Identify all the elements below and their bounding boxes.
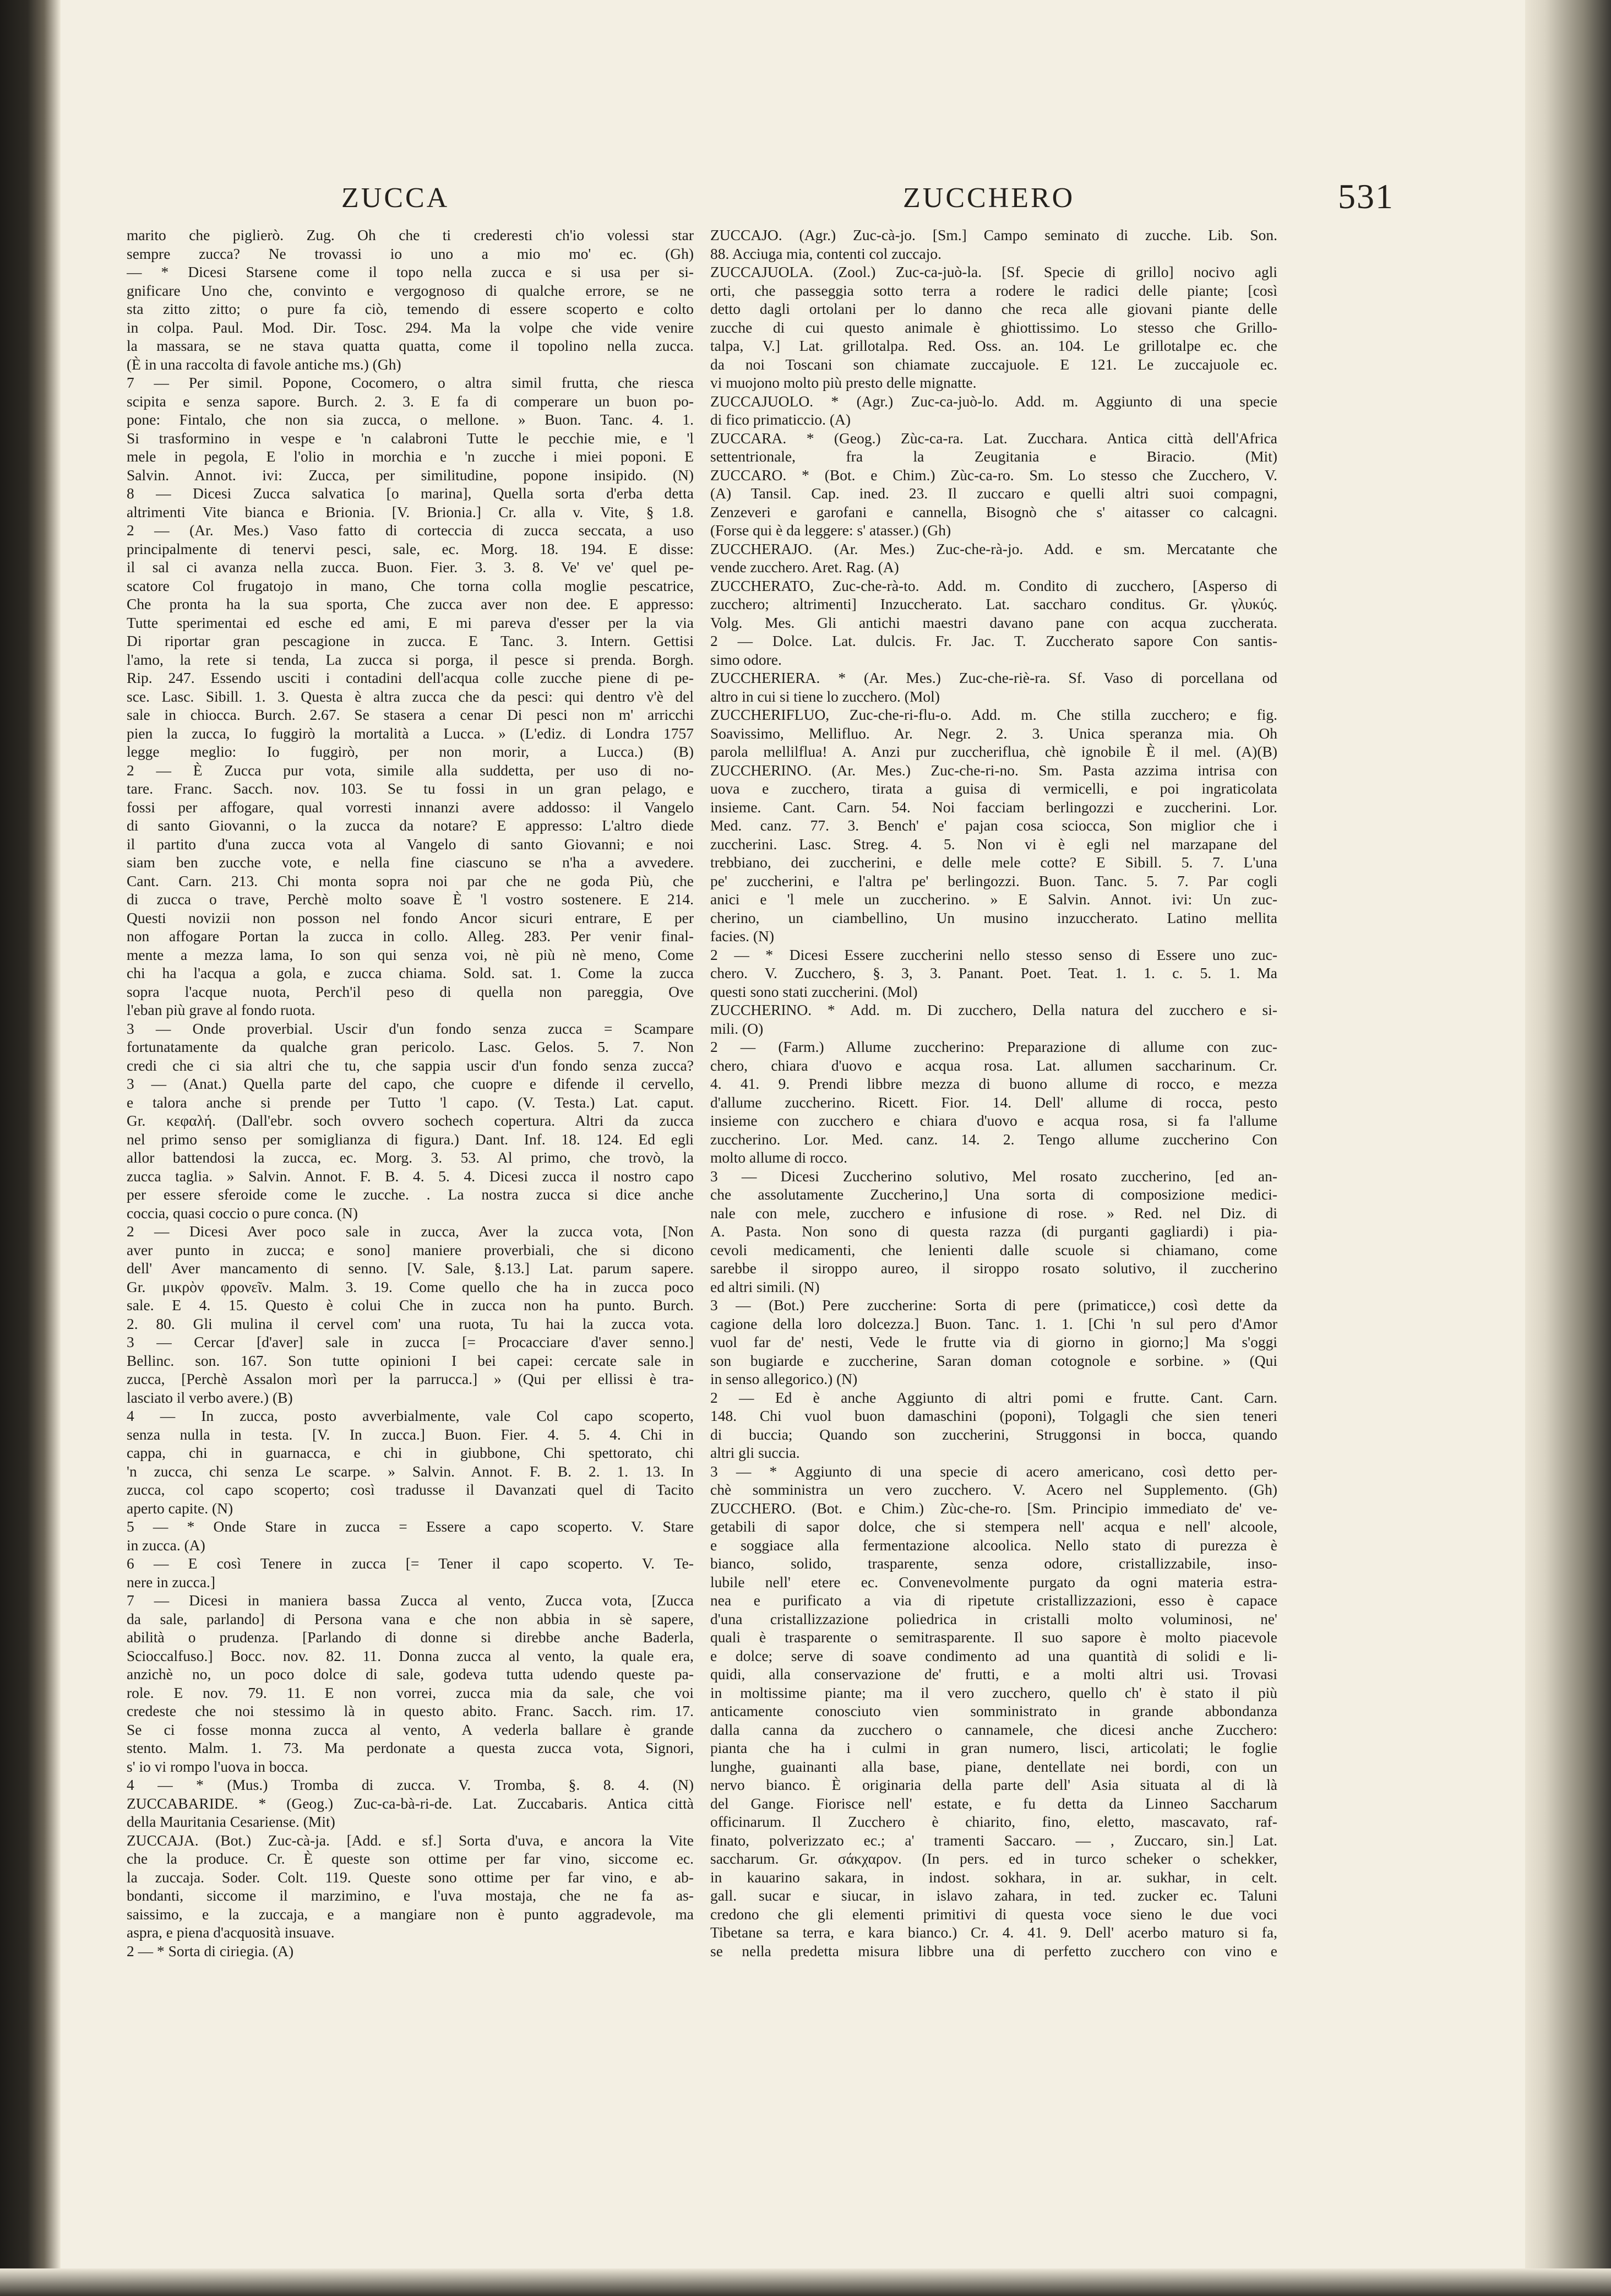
text-line: il sal ci avanza nella zucca. Buon. Fier. 3. 3. 8. Ve' ve' quel pe- <box>127 558 694 576</box>
text-line: Scioccalfuso.] Bocc. nov. 82. 11. Donna zucca al vento, la quale era, <box>127 1647 694 1664</box>
text-line: lasciato il verbo avere.) (B) <box>127 1388 293 1406</box>
text-line: zucca taglia. » Salvin. Annot. F. B. 4. 5. 4. Dicesi zucca il nostro capo <box>127 1167 694 1185</box>
text-line: Soavissimo, Mellifluo. Ar. Negr. 2. 3. Unica speranza mia. Oh <box>710 724 1277 742</box>
text-line: 88. Acciuga mia, contenti col zuccajo. <box>710 245 941 262</box>
text-line: nere in zucca.] <box>127 1573 216 1591</box>
text-line: (Forse qui è da leggere: s' atasser.) (Gh) <box>710 522 951 539</box>
text-line: fortunatamente da qualche gran pericolo. Lasc. Gelos. 5. 7. Non <box>127 1038 694 1055</box>
text-line: ZUCCARO. * (Bot. e Chim.) Zùc-ca-ro. Sm. Lo stesso che Zucchero, V. <box>710 466 1277 484</box>
text-line: d'allume zuccherino. Ricett. Fior. 14. Dell' allume di rocca, pesto <box>710 1093 1277 1111</box>
text-line: officinarum. Il Zucchero è chiarito, fino, eletto, mascavato, raf- <box>710 1813 1277 1830</box>
text-line: ZUCCHERATO, Zuc-che-rà-to. Add. m. Condito di zucchero, [Asperso di <box>710 577 1277 594</box>
text-line: e talora anche si prende per Tutto 'l capo. (V. Testa.) Lat. caput. <box>127 1093 694 1111</box>
text-line: gnificare Uno che, convinto e vergognoso di qualche errore, se ne <box>127 281 694 299</box>
text-line: insieme. Cant. Carn. 54. Noi facciam berlingozzi e zuccherini. Lor. <box>710 798 1277 816</box>
text-line: questi sono stati zuccherini. (Mol) <box>710 983 918 1000</box>
text-line: 8 — Dicesi Zucca salvatica [o marina], Quella sorta d'erba detta <box>127 485 694 502</box>
text-line: altri gli succia. <box>710 1444 800 1461</box>
text-line: Se ci fosse monna zucca al vento, A vederla ballare è grande <box>127 1720 694 1738</box>
text-line: ZUCCAJUOLO. * (Agr.) Zuc-ca-juò-lo. Add. m. Aggiunto di una specie <box>710 392 1277 410</box>
text-line: del Gange. Fiorisce nell' estate, e fu detta da Linneo Saccharum <box>710 1794 1277 1812</box>
text-line: Questi novizii non posson nel fondo Ancor sicuri entrare, E per <box>127 909 694 926</box>
facing-page-edge <box>0 0 61 2296</box>
text-line: 7 — Dicesi in maniera bassa Zucca al vento, Zucca vota, [Zucca <box>127 1592 694 1609</box>
text-line: Rip. 247. Essendo usciti i contadini dell'acqua colle zucche piene di pe- <box>127 669 694 686</box>
text-line: — * Dicesi Starsene come il topo nella zucca e si usa per si- <box>127 263 694 280</box>
page-number: 531 <box>1338 177 1394 216</box>
text-line: chè somministra un vero zucchero. V. Acero nel Supplemento. (Gh) <box>710 1481 1277 1498</box>
text-line: ZUCCHERO. (Bot. e Chim.) Zùc-che-ro. [Sm. Principio immediato de' ve- <box>710 1499 1277 1517</box>
text-line: bianco, solido, trasparente, senza odore, cristallizzabile, inso- <box>710 1555 1277 1572</box>
text-line: mili. (O) <box>710 1019 764 1037</box>
text-line: Cant. Carn. 213. Chi monta sopra noi par che ne goda Più, che <box>127 872 694 889</box>
text-line: ZUCCHERIERA. * (Ar. Mes.) Zuc-che-riè-ra. Sf. Vaso di porcellana od <box>710 669 1277 686</box>
text-line: e dolce; serve di soave condimento ad una quantità di solidi e li- <box>710 1647 1277 1664</box>
text-line: 3 — * Aggiunto di una specie di acero americano, così detto per- <box>710 1462 1277 1480</box>
text-line: nale con mele, zucchero e infusione di rose. » Red. nel Diz. di <box>710 1204 1277 1222</box>
text-line: da sale, parlando] di Persona vana e che non abbia in sè sapere, <box>127 1610 694 1627</box>
text-line: quidi, alla conservazione de' frutti, e a molti altri usi. Trovasi <box>710 1665 1277 1682</box>
text-line: scipita e senza sapore. Burch. 2. 3. E fa di comperare un buon po- <box>127 392 694 410</box>
text-line: (A) Tansil. Cap. ined. 23. Il zuccaro e quelli altri suoi compagni, <box>710 485 1277 502</box>
text-line: nervo bianco. È originaria della parte dell' Asia situata al di là <box>710 1776 1277 1793</box>
text-line: sta zitto zitto; o pure fa ciò, temendo di essere scoperto e colto <box>127 300 694 317</box>
text-line: ZUCCAJUOLA. (Zool.) Zuc-ca-juò-la. [Sf. Specie di grillo] nocivo agli <box>710 263 1277 280</box>
page-header <box>138 177 1470 226</box>
text-line: 4. 41. 9. Prendi libbre mezza di buono allume di rocco, e mezza <box>710 1075 1277 1092</box>
text-line: nel primo senso per somiglianza di figura.) Dant. Inf. 18. 124. Ed egli <box>127 1130 694 1148</box>
text-line: 2 — È Zucca pur vota, simile alla suddetta, per uso di no- <box>127 761 694 779</box>
text-line: 2 — Dolce. Lat. dulcis. Fr. Jac. T. Zuccherato sapore Con santis- <box>710 632 1277 649</box>
text-line: (È in una raccolta di favole antiche ms.) (Gh) <box>127 355 401 373</box>
text-line: anticamente conosciuto vien somministrato in grande abbondanza <box>710 1702 1277 1719</box>
text-line: Salvin. Annot. ivi: Zucca, per similitudine, popone insipido. (N) <box>127 466 694 484</box>
text-line: son bugiarde e zuccherine, Saran doman cotognole e sorbine. » (Qui <box>710 1351 1277 1369</box>
text-line: trebbiano, dei zuccherini, e delle mele cotte? E Sibill. 5. 7. L'una <box>710 854 1277 871</box>
text-line: in senso allegorico.) (N) <box>710 1370 858 1387</box>
text-line: credeste che noi stessimo là in questo abito. Franc. Sacch. rim. 17. <box>127 1702 694 1719</box>
text-line: Tutte sperimentai ed esche ed ami, E mi pareva d'esser per la via <box>127 614 694 631</box>
text-line: che assolutamente Zuccherino,] Una sorta di composizione medici- <box>710 1186 1277 1203</box>
text-line: pe' zuccherini, e l'altra pe' berlingozzi. Buon. Tanc. 5. 7. Par cogli <box>710 872 1277 889</box>
text-line: sce. Lasc. Sibill. 1. 3. Questa è altra zucca che da pesci: qui dentro v'è del <box>127 687 694 705</box>
text-line: role. E nov. 79. 11. E non vorrei, zucca mia da sale, che voi <box>127 1684 694 1701</box>
text-line: zuccherini. Lasc. Streg. 4. 5. Non vi è egli nel marzapane del <box>710 835 1277 853</box>
text-line: anici e 'l mele un zuccherino. » E Salvin. Annot. ivi: Un zuc- <box>710 891 1277 908</box>
text-line: 4 — In zucca, posto avverbialmente, vale Col capo scoperto, <box>127 1407 694 1424</box>
text-line: cherino, un ciambellino, Un musino inzuccherato. Latino mellita <box>710 909 1277 926</box>
text-line: che la produce. Cr. È queste son ottime per far vino, siccome ec. <box>127 1850 694 1867</box>
text-line: fossi per affogare, qual vorresti innanzi avere addosso: il Vangelo <box>127 798 694 816</box>
text-line: siam ben zucche vote, e nella fine ciascuno se n'ha a avvedere. <box>127 854 694 871</box>
text-line: settentrionale, fra la Zeugitania e Biracio. (Mit) <box>710 448 1277 465</box>
text-line: sarebbe il siroppo aureo, il siroppo rosato solutivo, il zuccherino <box>710 1260 1277 1277</box>
running-head-right: ZUCCHERO <box>903 182 1075 214</box>
text-line: ZUCCAJA. (Bot.) Zuc-cà-ja. [Add. e sf.] Sorta d'uva, e ancora la Vite <box>127 1831 694 1849</box>
text-line: principalmente di tenervi pesci, sale, ec. Morg. 18. 194. E disse: <box>127 540 694 557</box>
text-line: l'eban più grave al fondo ruota. <box>127 1001 315 1018</box>
text-line: di zucca o trave, Perchè molto soave È 'l vostro sostenere. E 214. <box>127 891 694 908</box>
text-line: ZUCCHERINO. * Add. m. Di zucchero, Della natura del zucchero e si- <box>710 1001 1277 1018</box>
text-line: saccharum. Gr. σάκχαρον. (In pers. ed in turco scheker o schekker, <box>710 1850 1277 1867</box>
text-line: cagione della loro dolcezza.] Buon. Tanc. 1. 1. [Chi 'n sul pero d'Amor <box>710 1315 1277 1332</box>
text-line: 5 — * Onde Stare in zucca = Essere a capo scoperto. V. Stare <box>127 1518 694 1535</box>
text-line: 3 — Dicesi Zuccherino solutivo, Mel rosato zuccherino, [ed an- <box>710 1167 1277 1185</box>
text-line: 3 — (Anat.) Quella parte del capo, che cuopre e difende il cervello, <box>127 1075 694 1092</box>
text-line: nea e purificato a via di ripetute cristallizzazioni, esso è capace <box>710 1592 1277 1609</box>
text-line: cappa, chi in guarnacca, e chi in giubbone, Chi spettorato, chi <box>127 1444 694 1461</box>
text-line: marito che piglierò. Zug. Oh che ti crederesti ch'io volessi star <box>127 226 694 243</box>
text-line: sopra l'acque nuota, Perch'il peso di quella non pareggia, Ove <box>127 983 694 1000</box>
text-line: in kauarino sakara, in indost. sokhara, in ar. sukhar, in celt. <box>710 1868 1277 1886</box>
left-column <box>127 226 694 1960</box>
text-line: bondanti, siccome il marzimino, e l'uva mostaja, che ne fa as- <box>127 1887 694 1904</box>
text-line: della Mauritania Cesariense. (Mit) <box>127 1813 335 1830</box>
text-line: in colpa. Paul. Mod. Dir. Tosc. 294. Ma la volpe che vide venire <box>127 318 694 336</box>
text-line: Bellinc. son. 167. Son tutte opinioni I bei capei: cercate sale in <box>127 1351 694 1369</box>
text-line: vuol far de' nesti, Vede le frutte via di giorno in giorno;] Ma s'oggi <box>710 1333 1277 1350</box>
text-line: mele in pegola, E l'olio in morchia e 'n zucche i miei poponi. E <box>127 448 694 465</box>
text-line: ZUCCHERINO. (Ar. Mes.) Zuc-che-ri-no. Sm. Pasta azzima intrisa con <box>710 761 1277 779</box>
text-line: gall. sucar e siucar, in islavo zahara, in ted. zucker ec. Taluni <box>710 1887 1277 1904</box>
text-line: zucca, [Perchè Assalon morì per la parrucca.] » (Qui per ellissi è tra- <box>127 1370 694 1387</box>
text-line: di fico primaticcio. (A) <box>710 411 851 428</box>
text-line: 2 — Dicesi Aver poco sale in zucca, Aver la zucca vota, [Non <box>127 1223 694 1240</box>
text-line: pone: Fintalo, che non sia zucca, o mellone. » Buon. Tanc. 4. 1. <box>127 411 694 428</box>
text-line: ZUCCARA. * (Geog.) Zùc-ca-ra. Lat. Zucchara. Antica città dell'Africa <box>710 429 1277 447</box>
text-line: aspra, e piena d'acquosità insuave. <box>127 1924 335 1941</box>
text-line: 3 — (Bot.) Pere zuccherine: Sorta di pere (primaticce,) così dette da <box>710 1296 1277 1313</box>
text-line: zuccherino. Lor. Med. canz. 14. 2. Tengo allume zuccherino Con <box>710 1130 1277 1148</box>
text-line: 148. Chi vuol buon damaschini (poponi), Tolgagli che sien teneri <box>710 1407 1277 1424</box>
text-line: zucche di cui questo animale è ghiottissimo. Lo stesso che Grillo- <box>710 318 1277 336</box>
text-line: dell' Aver mancamento di senno. [V. Sale, §.13.] Lat. parum sapere. <box>127 1260 694 1277</box>
text-line: Tibetane sa terra, e kara bianco.) Cr. 4. 41. 9. Dell' acerbo maturo si fa, <box>710 1924 1277 1941</box>
text-line: quali è trasparente o semitrasparente. Il suo sapore è molto piacevole <box>710 1629 1277 1646</box>
text-line: stento. Malm. 1. 73. Ma perdonate a questa zucca vota, Signori, <box>127 1739 694 1756</box>
text-line: ZUCCABARIDE. * (Geog.) Zuc-ca-bà-ri-de. Lat. Zuccabaris. Antica città <box>127 1794 694 1812</box>
text-line: getabili di sapor dolce, che si stempera nell' acqua e nell' alcoole, <box>710 1518 1277 1535</box>
text-line: Med. canz. 77. 3. Bench' e' pajan cosa sciocca, Son miglior che i <box>710 817 1277 834</box>
text-line: Che pronta ha la sua sporta, Che zucca aver non dee. E appresso: <box>127 595 694 612</box>
text-line: Di riportar gran pescagione in zucca. E Tanc. 3. Intern. Gettisi <box>127 632 694 649</box>
text-line: 2 — Ed è anche Aggiunto di altri pomi e frutte. Cant. Carn. <box>710 1388 1277 1406</box>
text-line: Gr. μικρὸν φρονεῖν. Malm. 3. 19. Come quello che ha in zucca poco <box>127 1278 694 1295</box>
text-line: orti, che passeggia sotto terra a rodere le radici delle piante; [così <box>710 281 1277 299</box>
text-line: 2 — (Farm.) Allume zuccherino: Preparazione di allume con zuc- <box>710 1038 1277 1055</box>
text-line: facies. (N) <box>710 927 775 945</box>
text-line: ZUCCHERAJO. (Ar. Mes.) Zuc-che-rà-jo. Add. e sm. Mercatante che <box>710 540 1277 557</box>
text-line: chi ha l'acqua a gola, e zucca chiama. Sold. sat. 1. Come la zucca <box>127 964 694 981</box>
text-line: molto allume di rocco. <box>710 1149 847 1166</box>
text-line: se nella predetta misura libbre una di perfetto zucchero con vino e <box>710 1942 1277 1960</box>
text-line: chero. V. Zucchero, §. 3, 3. Panant. Poet. Teat. 1. 1. c. 5. 1. Ma <box>710 964 1277 981</box>
text-line: legge meglio: Io fuggirò, per non morir, a Lucca.) (B) <box>127 743 694 760</box>
text-line: pien la zucca, Io fuggirò la mortalità a Lucca. » (L'ediz. di Londra 1757 <box>127 724 694 742</box>
text-line: s' io vi rompo l'uova in bocca. <box>127 1757 308 1775</box>
text-line: 'n zucca, chi senza Le scarpe. » Salvin. Annot. F. B. 2. 1. 13. In <box>127 1462 694 1480</box>
text-line: ZUCCAJO. (Agr.) Zuc-cà-jo. [Sm.] Campo seminato di zucche. Lib. Son. <box>710 226 1277 243</box>
text-line: 2. 80. Gli mulina il cervel com' una ruota, Tu hai la zucca vota. <box>127 1315 694 1332</box>
text-line: detto dagli ortolani per lo danno che reca alle giovani piante delle <box>710 300 1277 317</box>
text-line: lunghe, guainanti alla base, piane, dentellate nei bordi, con un <box>710 1757 1277 1775</box>
text-line: parola mellilflua! A. Anzi pur zuccheriflua, chè ignobile È il mel. (A)(B) <box>710 743 1277 760</box>
text-line: abilità o prudenza. [Parlando di donne si direbbe anche Baderla, <box>127 1629 694 1646</box>
text-line: coccia, quasi coccio o pure conca. (N) <box>127 1204 358 1222</box>
text-line: 6 — E così Tenere in zucca [= Tener il capo scoperto. V. Te- <box>127 1555 694 1572</box>
text-line: di santo Giovanni, o la zucca da notare? E appresso: L'altro diede <box>127 817 694 834</box>
text-line: cevoli medicamenti, che lenienti dalle scuole si chiamano, come <box>710 1241 1277 1258</box>
text-line: 2 — * Sorta di ciriegia. (A) <box>127 1942 294 1960</box>
text-line: vi muojono molto più presto delle mignatte. <box>710 374 977 391</box>
scan-right-edge <box>1523 0 1611 2296</box>
text-line: sale in chiocca. Burch. 2.67. Se stasera a cenar Di pesci non m' arricchi <box>127 706 694 723</box>
text-line: scatore Col frugatojo in mano, Che torna colla moglie pescatrice, <box>127 577 694 594</box>
text-line: la massara, se ne stava quatta quatta, come il topolino nella zucca. <box>127 337 694 354</box>
text-line: 3 — Cercar [d'aver] sale in zucca [= Procacciare d'aver senno.] <box>127 1333 694 1350</box>
text-line: il partito d'una zucca vota al Vangelo di santo Giovanni; e noi <box>127 835 694 853</box>
text-line: vende zucchero. Aret. Rag. (A) <box>710 558 899 576</box>
text-line: sempre zucca? Ne trovassi io uno a mio mo' ec. (Gh) <box>127 245 694 262</box>
text-line: mente a mezza lama, Io son qui senza voi, nè più nè meno, Come <box>127 946 694 963</box>
text-line: in moltissime piante; ma il vero zucchero, quello ch' è stato il più <box>710 1684 1277 1701</box>
text-line: in zucca. (A) <box>127 1536 205 1554</box>
text-line: 4 — * (Mus.) Tromba di zucca. V. Tromba, §. 8. 4. (N) <box>127 1776 694 1793</box>
text-line: altrimenti Vite bianca e Brionia. [V. Brionia.] Cr. alla v. Vite, § 1.8. <box>127 503 694 520</box>
text-line: A. Pasta. Non sono di questa razza (di purganti gagliardi) i pia- <box>710 1223 1277 1240</box>
text-line: allor battendosi la zucca, ec. Morg. 3. 53. Al primo, che trovò, la <box>127 1149 694 1166</box>
text-line: 2 — (Ar. Mes.) Vaso fatto di corteccia di zucca seccata, a uso <box>127 522 694 539</box>
text-line: non affogare Portan la zucca in collo. Alleg. 283. Per venir final- <box>127 927 694 945</box>
text-line: altro in cui si tiene lo zucchero. (Mol) <box>710 687 940 705</box>
text-line: Zenzeveri e garofani e cannella, Bisognò che s' aitasser co calcagni. <box>710 503 1277 520</box>
text-line: pianta che ha i culmi in gran numero, lisci, articolati; le foglie <box>710 1739 1277 1756</box>
text-line: insieme con zucchero e chiara d'uovo e acqua rosa, si fa l'allume <box>710 1112 1277 1129</box>
running-head-left: ZUCCA <box>341 182 450 214</box>
text-line: da noi Toscani son chiamate zuccajuole. E 121. Le zuccajuole ec. <box>710 355 1277 373</box>
text-line: simo odore. <box>710 650 782 668</box>
text-line: talpa, V.] Lat. grillotalpa. Red. Oss. an. 104. Le grillotalpe ec. che <box>710 337 1277 354</box>
text-line: dalla canna da zucchero o cannamele, che dicesi anche Zucchero: <box>710 1720 1277 1738</box>
text-line: lubile nell' etere ec. Convenevolmente purgato da ogni materia estra- <box>710 1573 1277 1591</box>
text-line: finato, polverizzato ec.; a' tramenti Saccaro. — , Zuccaro, sin.] Lat. <box>710 1831 1277 1849</box>
right-column <box>710 226 1277 1960</box>
text-line: per essere sferoide come le zucche. . La nostra zucca si dice anche <box>127 1186 694 1203</box>
text-line: 7 — Per simil. Popone, Cocomero, o altra simil frutta, che riesca <box>127 374 694 391</box>
text-line: aver punto in zucca; e sono] maniere proverbiali, che si dicono <box>127 1241 694 1258</box>
text-line: tare. Franc. Sacch. nov. 103. Se tu fossi in un gran pelago, e <box>127 780 694 797</box>
text-line: credono che gli elementi primitivi di questa voce sieno le due voci <box>710 1905 1277 1923</box>
text-line: 2 — * Dicesi Essere zuccherini nello stesso senso di Essere uno zuc- <box>710 946 1277 963</box>
text-line: Si trasformino in vespe e 'n calabroni Tutte le pecchie mie, e 'l <box>127 429 694 447</box>
text-line: d'una cristallizzazione poliedrica in cristalli molto voluminosi, ne' <box>710 1610 1277 1627</box>
text-line: ed altri simili. (N) <box>710 1278 820 1295</box>
text-line: 3 — Onde proverbial. Uscir d'un fondo senza zucca = Scampare <box>127 1019 694 1037</box>
text-line: anzichè no, un poco dolce di sale, godeva tutta udendo queste pa- <box>127 1665 694 1682</box>
text-line: credi che ci sia altri che tu, che sappia uscir d'un fondo senza zucca? <box>127 1056 694 1074</box>
text-line: Gr. κεφαλή. (Dall'ebr. soch ovvero sochech copertura. Altri da zucca <box>127 1112 694 1129</box>
text-line: sale. E 4. 15. Questo è colui Che in zucca non ha punto. Burch. <box>127 1296 694 1313</box>
text-line: chero, chiara d'uovo e acqua rosa. Lat. allumen saccharinum. Cr. <box>710 1056 1277 1074</box>
text-line: zucca, col capo scoperto; così tradusse il Davanzati quel di Tacito <box>127 1481 694 1498</box>
text-line: saissimo, e la zuccaja, e a mangiare non è punto aggradevole, ma <box>127 1905 694 1923</box>
text-line: di buccia; Quando son zuccherini, Struggonsi in bocca, quando <box>710 1425 1277 1443</box>
text-line: uova e zucchero, tirata a guisa di vermicelli, e poi ingraticolata <box>710 780 1277 797</box>
text-line: zucchero; altrimenti] Inzuccherato. Lat. saccharo conditus. Gr. γλυκύς. <box>710 595 1277 612</box>
text-line: e soggiace alla fermentazione alcoolica. Nello stato di purezza è <box>710 1536 1277 1554</box>
text-line: la zuccaja. Soder. Colt. 119. Queste sono ottime per far vino, e ab- <box>127 1868 694 1886</box>
text-line: senza nulla in testa. [V. In zucca.] Buon. Fier. 4. 5. 4. Chi in <box>127 1425 694 1443</box>
scan-bottom-edge <box>0 2268 1611 2296</box>
text-line: ZUCCHERIFLUO, Zuc-che-ri-flu-o. Add. m. Che stilla zucchero; e fig. <box>710 706 1277 723</box>
text-line: Volg. Mes. Gli antichi maestri davano pane con acqua zuccherata. <box>710 614 1277 631</box>
text-line: l'amo, la rete si tenda, La zucca si porga, il pesce si prenda. Borgh. <box>127 650 694 668</box>
text-line: aperto capite. (N) <box>127 1499 233 1517</box>
